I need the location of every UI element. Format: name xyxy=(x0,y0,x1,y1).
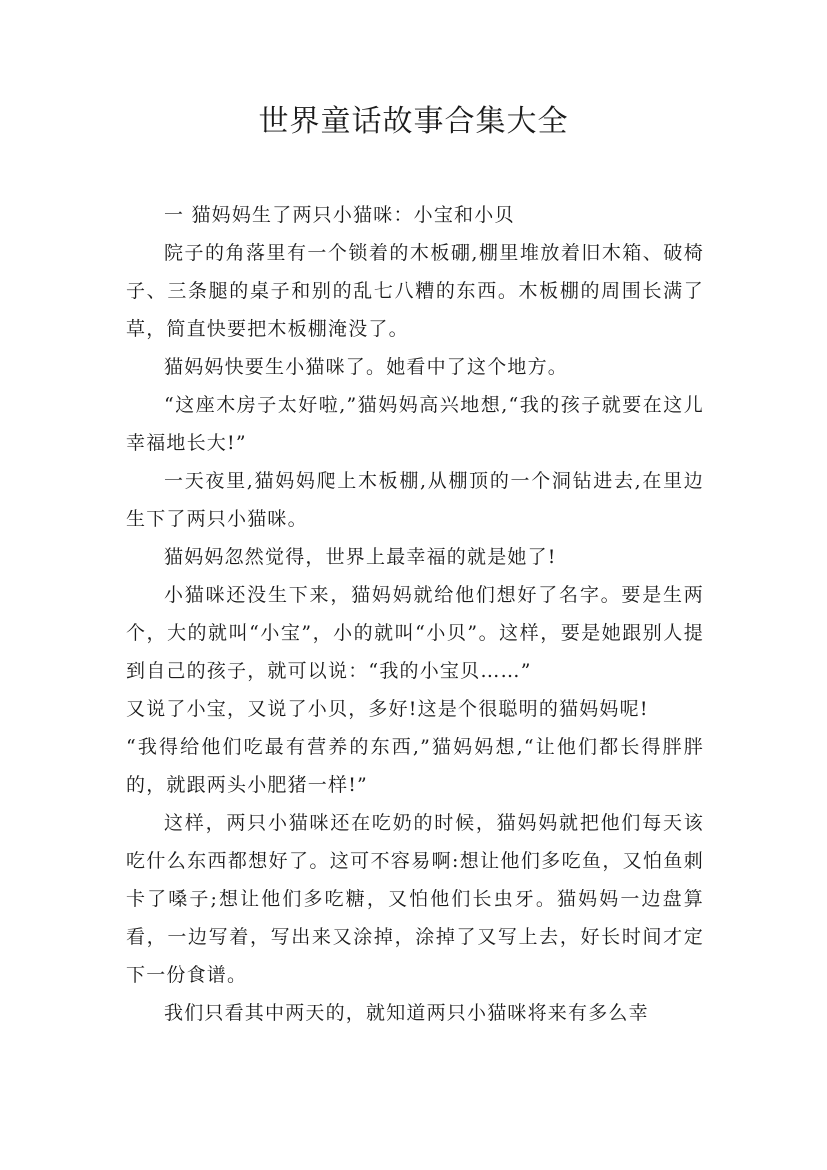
document-body xyxy=(126,196,704,1032)
paragraph: 猫妈妈忽然觉得，世界上最幸福的就是她了! xyxy=(164,546,557,568)
paragraph: 猫妈妈快要生小猫咪了。她看中了这个地方。 xyxy=(164,356,569,378)
paragraph: 我们只看其中两天的，就知道两只小猫咪将来有多么幸 xyxy=(164,1002,649,1024)
paragraph: “我得给他们吃最有营养的东西,”猫妈妈想,“让他们都长得胖胖的，就跟两头小肥猪一样!” xyxy=(126,736,704,796)
paragraph: 一天夜里,猫妈妈爬上木板棚,从棚顶的一个洞钻进去,在里边生下了两只小猫咪。 xyxy=(126,470,704,530)
paragraph: 这样，两只小猫咪还在吃奶的时候，猫妈妈就把他们每天该吃什么东西都想好了。这可不容易啊:想让他们多吃鱼，又怕鱼刺卡了嗓子;想让他们多吃糖，又怕他们长虫牙。猫妈妈一边盘算看，一边写着，写出来又涂掉，涂掉了又写上去，好长时间才定下一份食谱。 xyxy=(126,812,704,986)
paragraph: 又说了小宝，又说了小贝，多好!这是个很聪明的猫妈妈呢! xyxy=(126,698,649,720)
paragraph: “这座木房子太好啦,”猫妈妈高兴地想,“我的孩子就要在这儿幸福地长大!” xyxy=(126,394,704,454)
chapter-heading: 一 猫妈妈生了两只小猫咪：小宝和小贝 xyxy=(164,204,515,226)
document-title: 世界童话故事合集大全 xyxy=(258,104,569,139)
paragraph: 小猫咪还没生下来，猫妈妈就给他们想好了名字。要是生两个，大的就叫“小宝”，小的就叫“小贝”。这样，要是她跟别人提到自己的孩子，就可以说：“我的小宝贝……” xyxy=(126,584,704,682)
paragraph: 院子的角落里有一个锁着的木板硼,棚里堆放着旧木箱、破椅子、三条腿的桌子和别的乱七八糟的东西。木板棚的周围长满了草，简直快要把木板棚淹没了。 xyxy=(126,242,704,340)
